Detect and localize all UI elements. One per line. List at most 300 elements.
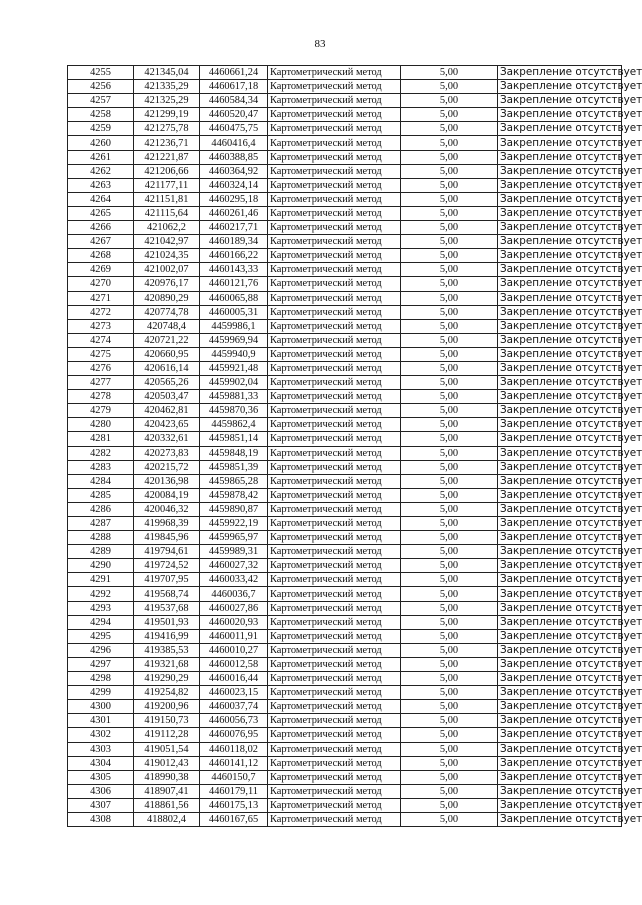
precision-cell: 5,00 bbox=[401, 206, 498, 220]
coordinate-y-cell: 4460141,12 bbox=[200, 756, 268, 770]
method-cell: Картометрический метод bbox=[268, 221, 401, 235]
point-number-cell: 4261 bbox=[68, 150, 134, 164]
point-number-cell: 4307 bbox=[68, 798, 134, 812]
coordinate-x-cell: 419012,43 bbox=[134, 756, 200, 770]
coordinate-y-cell: 4460189,34 bbox=[200, 235, 268, 249]
table-row bbox=[68, 404, 622, 418]
coordinate-x-cell: 421221,87 bbox=[134, 150, 200, 164]
coordinate-x-cell: 418990,38 bbox=[134, 770, 200, 784]
method-cell: Картометрический метод bbox=[268, 545, 401, 559]
table-row bbox=[68, 361, 622, 375]
coordinate-y-cell: 4460012,58 bbox=[200, 657, 268, 671]
fixing-cell: Закрепление отсутствует bbox=[498, 672, 622, 686]
table-row bbox=[68, 460, 622, 474]
precision-cell: 5,00 bbox=[401, 686, 498, 700]
method-cell: Картометрический метод bbox=[268, 488, 401, 502]
coordinate-x-cell: 419968,39 bbox=[134, 517, 200, 531]
fixing-cell: Закрепление отсутствует bbox=[498, 150, 622, 164]
method-cell: Картометрический метод bbox=[268, 686, 401, 700]
precision-cell: 5,00 bbox=[401, 798, 498, 812]
coordinate-y-cell: 4459878,42 bbox=[200, 488, 268, 502]
coordinate-x-cell: 419051,54 bbox=[134, 742, 200, 756]
table-row bbox=[68, 390, 622, 404]
precision-cell: 5,00 bbox=[401, 136, 498, 150]
point-number-cell: 4308 bbox=[68, 812, 134, 826]
table-row bbox=[68, 545, 622, 559]
coordinate-x-cell: 419501,93 bbox=[134, 615, 200, 629]
precision-cell: 5,00 bbox=[401, 460, 498, 474]
point-number-cell: 4272 bbox=[68, 305, 134, 319]
precision-cell: 5,00 bbox=[401, 587, 498, 601]
precision-cell: 5,00 bbox=[401, 376, 498, 390]
coordinate-y-cell: 4460175,13 bbox=[200, 798, 268, 812]
method-cell: Картометрический метод bbox=[268, 94, 401, 108]
coordinate-y-cell: 4459851,39 bbox=[200, 460, 268, 474]
table-row bbox=[68, 672, 622, 686]
point-number-cell: 4304 bbox=[68, 756, 134, 770]
fixing-cell: Закрепление отсутствует bbox=[498, 94, 622, 108]
point-number-cell: 4274 bbox=[68, 333, 134, 347]
coordinate-x-cell: 420748,4 bbox=[134, 319, 200, 333]
fixing-cell: Закрепление отсутствует bbox=[498, 517, 622, 531]
fixing-cell: Закрепление отсутствует bbox=[498, 742, 622, 756]
method-cell: Картометрический метод bbox=[268, 390, 401, 404]
coordinate-x-cell: 421042,97 bbox=[134, 235, 200, 249]
coordinate-y-cell: 4460027,86 bbox=[200, 601, 268, 615]
method-cell: Картометрический метод bbox=[268, 319, 401, 333]
table-row bbox=[68, 122, 622, 136]
coordinate-x-cell: 419200,96 bbox=[134, 700, 200, 714]
precision-cell: 5,00 bbox=[401, 164, 498, 178]
precision-cell: 5,00 bbox=[401, 601, 498, 615]
table-row bbox=[68, 643, 622, 657]
table-row bbox=[68, 108, 622, 122]
point-number-cell: 4292 bbox=[68, 587, 134, 601]
table-row bbox=[68, 136, 622, 150]
method-cell: Картометрический метод bbox=[268, 249, 401, 263]
table-row bbox=[68, 319, 622, 333]
point-number-cell: 4267 bbox=[68, 235, 134, 249]
point-number-cell: 4302 bbox=[68, 728, 134, 742]
fixing-cell: Закрепление отсутствует bbox=[498, 404, 622, 418]
table-row bbox=[68, 178, 622, 192]
fixing-cell: Закрепление отсутствует bbox=[498, 390, 622, 404]
table-row bbox=[68, 812, 622, 826]
coordinate-x-cell: 420660,95 bbox=[134, 347, 200, 361]
coordinate-x-cell: 421236,71 bbox=[134, 136, 200, 150]
precision-cell: 5,00 bbox=[401, 446, 498, 460]
coordinate-y-cell: 4460617,18 bbox=[200, 80, 268, 94]
coordinate-x-cell: 419321,68 bbox=[134, 657, 200, 671]
coordinate-y-cell: 4460364,92 bbox=[200, 164, 268, 178]
precision-cell: 5,00 bbox=[401, 319, 498, 333]
fixing-cell: Закрепление отсутствует bbox=[498, 714, 622, 728]
point-number-cell: 4288 bbox=[68, 531, 134, 545]
fixing-cell: Закрепление отсутствует bbox=[498, 657, 622, 671]
coordinate-x-cell: 418802,4 bbox=[134, 812, 200, 826]
fixing-cell: Закрепление отсутствует bbox=[498, 178, 622, 192]
point-number-cell: 4284 bbox=[68, 474, 134, 488]
point-number-cell: 4266 bbox=[68, 221, 134, 235]
point-number-cell: 4296 bbox=[68, 643, 134, 657]
fixing-cell: Закрепление отсутствует bbox=[498, 319, 622, 333]
fixing-cell: Закрепление отсутствует bbox=[498, 812, 622, 826]
point-number-cell: 4294 bbox=[68, 615, 134, 629]
method-cell: Картометрический метод bbox=[268, 376, 401, 390]
method-cell: Картометрический метод bbox=[268, 657, 401, 671]
precision-cell: 5,00 bbox=[401, 812, 498, 826]
fixing-cell: Закрепление отсутствует bbox=[498, 376, 622, 390]
fixing-cell: Закрепление отсутствует bbox=[498, 559, 622, 573]
coordinate-y-cell: 4460076,95 bbox=[200, 728, 268, 742]
coordinate-y-cell: 4459969,94 bbox=[200, 333, 268, 347]
coordinate-y-cell: 4460416,4 bbox=[200, 136, 268, 150]
coordinate-x-cell: 421275,78 bbox=[134, 122, 200, 136]
precision-cell: 5,00 bbox=[401, 728, 498, 742]
coordinate-x-cell: 421062,2 bbox=[134, 221, 200, 235]
table-row bbox=[68, 573, 622, 587]
coordinate-y-cell: 4459965,97 bbox=[200, 531, 268, 545]
coordinate-x-cell: 421299,19 bbox=[134, 108, 200, 122]
coordinate-y-cell: 4460167,65 bbox=[200, 812, 268, 826]
page-number: 83 bbox=[314, 38, 326, 50]
table-row bbox=[68, 263, 622, 277]
table-row bbox=[68, 517, 622, 531]
method-cell: Картометрический метод bbox=[268, 361, 401, 375]
table-row bbox=[68, 192, 622, 206]
table-row bbox=[68, 629, 622, 643]
fixing-cell: Закрепление отсутствует bbox=[498, 460, 622, 474]
coordinate-y-cell: 4459890,87 bbox=[200, 502, 268, 516]
precision-cell: 5,00 bbox=[401, 404, 498, 418]
precision-cell: 5,00 bbox=[401, 347, 498, 361]
table-row bbox=[68, 559, 622, 573]
coordinate-y-cell: 4460295,18 bbox=[200, 192, 268, 206]
coordinate-y-cell: 4459922,19 bbox=[200, 517, 268, 531]
coordinate-x-cell: 420273,83 bbox=[134, 446, 200, 460]
table-row bbox=[68, 150, 622, 164]
method-cell: Картометрический метод bbox=[268, 770, 401, 784]
coordinate-y-cell: 4460121,76 bbox=[200, 277, 268, 291]
coordinate-y-cell: 4460388,85 bbox=[200, 150, 268, 164]
table-row bbox=[68, 235, 622, 249]
method-cell: Картометрический метод bbox=[268, 742, 401, 756]
method-cell: Картометрический метод bbox=[268, 460, 401, 474]
coordinate-x-cell: 421024,35 bbox=[134, 249, 200, 263]
point-number-cell: 4285 bbox=[68, 488, 134, 502]
point-number-cell: 4259 bbox=[68, 122, 134, 136]
method-cell: Картометрический метод bbox=[268, 784, 401, 798]
coordinate-y-cell: 4460010,27 bbox=[200, 643, 268, 657]
precision-cell: 5,00 bbox=[401, 235, 498, 249]
precision-cell: 5,00 bbox=[401, 418, 498, 432]
point-number-cell: 4273 bbox=[68, 319, 134, 333]
precision-cell: 5,00 bbox=[401, 361, 498, 375]
point-number-cell: 4303 bbox=[68, 742, 134, 756]
fixing-cell: Закрепление отсутствует bbox=[498, 164, 622, 178]
coordinate-y-cell: 4460179,11 bbox=[200, 784, 268, 798]
table-row bbox=[68, 164, 622, 178]
coordinate-y-cell: 4460036,7 bbox=[200, 587, 268, 601]
method-cell: Картометрический метод bbox=[268, 812, 401, 826]
fixing-cell: Закрепление отсутствует bbox=[498, 136, 622, 150]
table-row bbox=[68, 249, 622, 263]
coordinate-y-cell: 4460475,75 bbox=[200, 122, 268, 136]
fixing-cell: Закрепление отсутствует bbox=[498, 108, 622, 122]
fixing-cell: Закрепление отсутствует bbox=[498, 277, 622, 291]
table-row bbox=[68, 488, 622, 502]
coordinate-y-cell: 4460033,42 bbox=[200, 573, 268, 587]
point-number-cell: 4278 bbox=[68, 390, 134, 404]
fixing-cell: Закрепление отсутствует bbox=[498, 728, 622, 742]
fixing-cell: Закрепление отсутствует bbox=[498, 587, 622, 601]
method-cell: Картометрический метод bbox=[268, 728, 401, 742]
coordinate-y-cell: 4459986,1 bbox=[200, 319, 268, 333]
fixing-cell: Закрепление отсутствует bbox=[498, 305, 622, 319]
point-number-cell: 4297 bbox=[68, 657, 134, 671]
precision-cell: 5,00 bbox=[401, 615, 498, 629]
precision-cell: 5,00 bbox=[401, 221, 498, 235]
method-cell: Картометрический метод bbox=[268, 305, 401, 319]
coordinate-x-cell: 419707,95 bbox=[134, 573, 200, 587]
table-row bbox=[68, 700, 622, 714]
fixing-cell: Закрепление отсутствует bbox=[498, 700, 622, 714]
point-number-cell: 4268 bbox=[68, 249, 134, 263]
precision-cell: 5,00 bbox=[401, 742, 498, 756]
coordinate-x-cell: 419112,28 bbox=[134, 728, 200, 742]
precision-cell: 5,00 bbox=[401, 122, 498, 136]
table-row bbox=[68, 686, 622, 700]
coordinate-x-cell: 419794,61 bbox=[134, 545, 200, 559]
point-number-cell: 4276 bbox=[68, 361, 134, 375]
table-row bbox=[68, 277, 622, 291]
coordinate-y-cell: 4459848,19 bbox=[200, 446, 268, 460]
coordinate-y-cell: 4460166,22 bbox=[200, 249, 268, 263]
precision-cell: 5,00 bbox=[401, 700, 498, 714]
fixing-cell: Закрепление отсутствует bbox=[498, 249, 622, 263]
point-number-cell: 4298 bbox=[68, 672, 134, 686]
coordinate-x-cell: 419537,68 bbox=[134, 601, 200, 615]
precision-cell: 5,00 bbox=[401, 672, 498, 686]
method-cell: Картометрический метод bbox=[268, 66, 401, 80]
point-number-cell: 4305 bbox=[68, 770, 134, 784]
coordinate-y-cell: 4460020,93 bbox=[200, 615, 268, 629]
coordinate-y-cell: 4459865,28 bbox=[200, 474, 268, 488]
method-cell: Картометрический метод bbox=[268, 672, 401, 686]
point-number-cell: 4279 bbox=[68, 404, 134, 418]
coordinate-x-cell: 419845,96 bbox=[134, 531, 200, 545]
table-row bbox=[68, 221, 622, 235]
method-cell: Картометрический метод bbox=[268, 615, 401, 629]
fixing-cell: Закрепление отсутствует bbox=[498, 432, 622, 446]
point-number-cell: 4300 bbox=[68, 700, 134, 714]
coordinate-y-cell: 4460150,7 bbox=[200, 770, 268, 784]
point-number-cell: 4257 bbox=[68, 94, 134, 108]
method-cell: Картометрический метод bbox=[268, 150, 401, 164]
coordinate-y-cell: 4459862,4 bbox=[200, 418, 268, 432]
precision-cell: 5,00 bbox=[401, 770, 498, 784]
method-cell: Картометрический метод bbox=[268, 347, 401, 361]
point-number-cell: 4271 bbox=[68, 291, 134, 305]
method-cell: Картометрический метод bbox=[268, 333, 401, 347]
fixing-cell: Закрепление отсутствует bbox=[498, 291, 622, 305]
coordinate-y-cell: 4460261,46 bbox=[200, 206, 268, 220]
table-row bbox=[68, 376, 622, 390]
method-cell: Картометрический метод bbox=[268, 178, 401, 192]
coordinate-y-cell: 4460324,14 bbox=[200, 178, 268, 192]
coordinate-x-cell: 421002,07 bbox=[134, 263, 200, 277]
coordinate-x-cell: 420332,61 bbox=[134, 432, 200, 446]
precision-cell: 5,00 bbox=[401, 517, 498, 531]
coordinate-x-cell: 418907,41 bbox=[134, 784, 200, 798]
method-cell: Картометрический метод bbox=[268, 502, 401, 516]
precision-cell: 5,00 bbox=[401, 643, 498, 657]
precision-cell: 5,00 bbox=[401, 531, 498, 545]
method-cell: Картометрический метод bbox=[268, 263, 401, 277]
fixing-cell: Закрепление отсутствует bbox=[498, 531, 622, 545]
coordinate-x-cell: 420423,65 bbox=[134, 418, 200, 432]
precision-cell: 5,00 bbox=[401, 390, 498, 404]
fixing-cell: Закрепление отсутствует bbox=[498, 192, 622, 206]
fixing-cell: Закрепление отсутствует bbox=[498, 122, 622, 136]
point-number-cell: 4255 bbox=[68, 66, 134, 80]
precision-cell: 5,00 bbox=[401, 474, 498, 488]
method-cell: Картометрический метод bbox=[268, 404, 401, 418]
coordinate-x-cell: 419290,29 bbox=[134, 672, 200, 686]
coordinate-y-cell: 4460143,33 bbox=[200, 263, 268, 277]
coordinate-y-cell: 4459989,31 bbox=[200, 545, 268, 559]
precision-cell: 5,00 bbox=[401, 80, 498, 94]
point-number-cell: 4263 bbox=[68, 178, 134, 192]
precision-cell: 5,00 bbox=[401, 559, 498, 573]
coordinates-table bbox=[67, 65, 642, 827]
table-row bbox=[68, 432, 622, 446]
fixing-cell: Закрепление отсутствует bbox=[498, 573, 622, 587]
point-number-cell: 4264 bbox=[68, 192, 134, 206]
fixing-cell: Закрепление отсутствует bbox=[498, 347, 622, 361]
point-number-cell: 4291 bbox=[68, 573, 134, 587]
coordinate-y-cell: 4460016,44 bbox=[200, 672, 268, 686]
table-row bbox=[68, 418, 622, 432]
precision-cell: 5,00 bbox=[401, 573, 498, 587]
method-cell: Картометрический метод bbox=[268, 277, 401, 291]
coordinate-y-cell: 4459851,14 bbox=[200, 432, 268, 446]
method-cell: Картометрический метод bbox=[268, 798, 401, 812]
coordinate-y-cell: 4459881,33 bbox=[200, 390, 268, 404]
table-row bbox=[68, 80, 622, 94]
point-number-cell: 4299 bbox=[68, 686, 134, 700]
point-number-cell: 4260 bbox=[68, 136, 134, 150]
precision-cell: 5,00 bbox=[401, 94, 498, 108]
precision-cell: 5,00 bbox=[401, 657, 498, 671]
coordinate-y-cell: 4460011,91 bbox=[200, 629, 268, 643]
fixing-cell: Закрепление отсутствует bbox=[498, 221, 622, 235]
fixing-cell: Закрепление отсутствует bbox=[498, 629, 622, 643]
table-row bbox=[68, 333, 622, 347]
point-number-cell: 4283 bbox=[68, 460, 134, 474]
method-cell: Картометрический метод bbox=[268, 559, 401, 573]
point-number-cell: 4270 bbox=[68, 277, 134, 291]
point-number-cell: 4301 bbox=[68, 714, 134, 728]
method-cell: Картометрический метод bbox=[268, 122, 401, 136]
coordinate-x-cell: 421151,81 bbox=[134, 192, 200, 206]
coordinate-x-cell: 420462,81 bbox=[134, 404, 200, 418]
point-number-cell: 4295 bbox=[68, 629, 134, 643]
coordinate-y-cell: 4459870,36 bbox=[200, 404, 268, 418]
method-cell: Картометрический метод bbox=[268, 235, 401, 249]
precision-cell: 5,00 bbox=[401, 629, 498, 643]
method-cell: Картометрический метод bbox=[268, 291, 401, 305]
table-row bbox=[68, 728, 622, 742]
method-cell: Картометрический метод bbox=[268, 136, 401, 150]
coordinate-y-cell: 4460584,34 bbox=[200, 94, 268, 108]
coordinate-x-cell: 418861,56 bbox=[134, 798, 200, 812]
method-cell: Картометрический метод bbox=[268, 714, 401, 728]
coordinate-y-cell: 4460065,88 bbox=[200, 291, 268, 305]
fixing-cell: Закрепление отсутствует bbox=[498, 770, 622, 784]
coordinate-y-cell: 4460023,15 bbox=[200, 686, 268, 700]
table-row bbox=[68, 601, 622, 615]
point-number-cell: 4306 bbox=[68, 784, 134, 798]
coordinate-x-cell: 421177,11 bbox=[134, 178, 200, 192]
coordinate-x-cell: 420136,98 bbox=[134, 474, 200, 488]
table-row bbox=[68, 770, 622, 784]
coordinate-y-cell: 4460520,47 bbox=[200, 108, 268, 122]
point-number-cell: 4289 bbox=[68, 545, 134, 559]
coordinate-x-cell: 419568,74 bbox=[134, 587, 200, 601]
fixing-cell: Закрепление отсутствует bbox=[498, 263, 622, 277]
coordinate-x-cell: 420084,19 bbox=[134, 488, 200, 502]
precision-cell: 5,00 bbox=[401, 291, 498, 305]
method-cell: Картометрический метод bbox=[268, 164, 401, 178]
coordinate-x-cell: 420976,17 bbox=[134, 277, 200, 291]
coordinate-y-cell: 4459940,9 bbox=[200, 347, 268, 361]
point-number-cell: 4281 bbox=[68, 432, 134, 446]
method-cell: Картометрический метод bbox=[268, 446, 401, 460]
fixing-cell: Закрепление отсутствует bbox=[498, 361, 622, 375]
coordinate-y-cell: 4460661,24 bbox=[200, 66, 268, 80]
table-row bbox=[68, 587, 622, 601]
precision-cell: 5,00 bbox=[401, 305, 498, 319]
fixing-cell: Закрепление отсутствует bbox=[498, 784, 622, 798]
point-number-cell: 4293 bbox=[68, 601, 134, 615]
precision-cell: 5,00 bbox=[401, 333, 498, 347]
fixing-cell: Закрепление отсутствует bbox=[498, 66, 622, 80]
precision-cell: 5,00 bbox=[401, 756, 498, 770]
precision-cell: 5,00 bbox=[401, 263, 498, 277]
precision-cell: 5,00 bbox=[401, 714, 498, 728]
coordinate-x-cell: 420046,32 bbox=[134, 502, 200, 516]
method-cell: Картометрический метод bbox=[268, 192, 401, 206]
coordinate-x-cell: 419385,53 bbox=[134, 643, 200, 657]
coordinate-y-cell: 4460217,71 bbox=[200, 221, 268, 235]
precision-cell: 5,00 bbox=[401, 502, 498, 516]
point-number-cell: 4269 bbox=[68, 263, 134, 277]
method-cell: Картометрический метод bbox=[268, 573, 401, 587]
point-number-cell: 4282 bbox=[68, 446, 134, 460]
method-cell: Картометрический метод bbox=[268, 418, 401, 432]
precision-cell: 5,00 bbox=[401, 277, 498, 291]
coordinate-x-cell: 420721,22 bbox=[134, 333, 200, 347]
fixing-cell: Закрепление отсутствует bbox=[498, 545, 622, 559]
method-cell: Картометрический метод bbox=[268, 206, 401, 220]
table-row bbox=[68, 347, 622, 361]
point-number-cell: 4277 bbox=[68, 376, 134, 390]
table-row bbox=[68, 94, 622, 108]
table-row bbox=[68, 742, 622, 756]
coordinate-x-cell: 421335,29 bbox=[134, 80, 200, 94]
fixing-cell: Закрепление отсутствует bbox=[498, 798, 622, 812]
